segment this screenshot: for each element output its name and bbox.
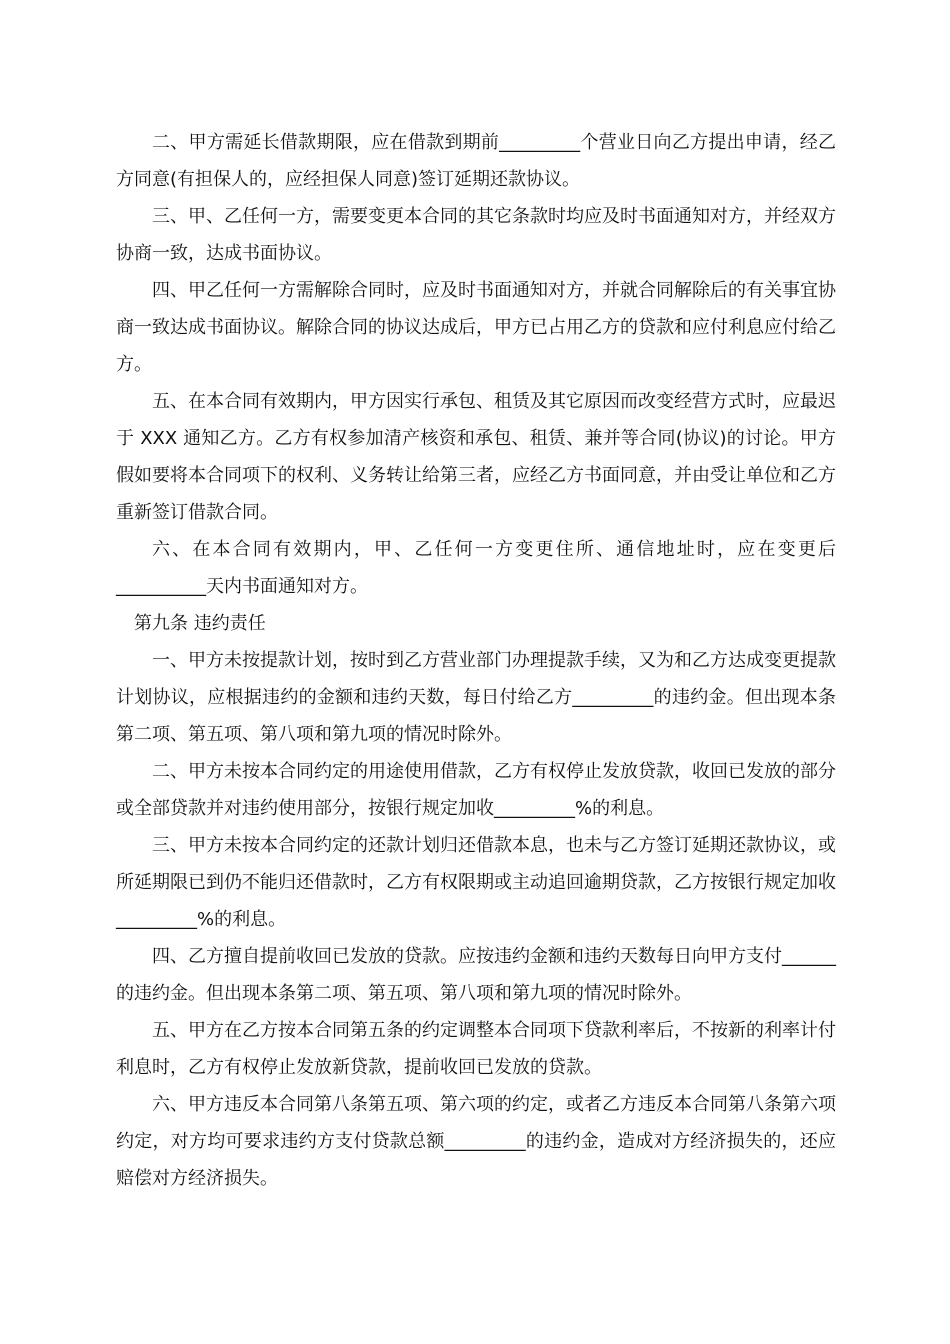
document-body — [116, 124, 836, 1197]
clause-paragraph: 二、甲方需延长借款期限，应在借款到期前_________个营业日向乙方提出申请，经乙方同意(有担保人的，应经担保人同意)签订延期还款协议。 — [116, 132, 836, 190]
section-heading: 第九条 违约责任 — [134, 613, 266, 634]
clause-paragraph: 三、甲方未按本合同约定的还款计划归还借款本息，也未与乙方签订延期还款协议，或所延期限已到仍不能归还借款时，乙方有权限期或主动追回逾期贷款，乙方按银行规定加收_________%的利息。 — [116, 835, 836, 930]
clause-paragraph: 五、在本合同有效期内，甲方因实行承包、租赁及其它原因而改变经营方式时，应最迟于 XXX 通知乙方。乙方有权参加清产核资和承包、租赁、兼并等合同(协议)的讨论。甲方假如要将本合同项下的权利、义务转让给第三者，应经乙方书面同意，并由受让单位和乙方重新签订借款合同。 — [116, 391, 836, 523]
clause-paragraph: 一、甲方未按提款计划，按时到乙方营业部门办理提款手续，又为和乙方达成变更提款计划协议，应根据违约的金额和违约天数，每日付给乙方_________的违约金。但出现本条第二项、第五项、第八项和第九项的情况时除外。 — [116, 650, 836, 745]
clause-paragraph: 六、在本合同有效期内，甲、乙任何一方变更住所、通信地址时，应在变更后__________天内书面通知对方。 — [116, 539, 836, 597]
clause-paragraph: 六、甲方违反本合同第八条第五项、第六项的约定，或者乙方违反本合同第八条第六项约定，对方均可要求违约方支付贷款总额_________的违约金，造成对方经济损失的，还应赔偿对方经济损失。 — [116, 1094, 836, 1189]
clause-paragraph: 四、甲乙任何一方需解除合同时，应及时书面通知对方，并就合同解除后的有关事宜协商一致达成书面协议。解除合同的协议达成后，甲方已占用乙方的贷款和应付利息应付给乙方。 — [116, 280, 836, 375]
clause-paragraph: 二、甲方未按本合同约定的用途使用借款，乙方有权停止发放贷款，收回已发放的部分或全部贷款并对违约使用部分，按银行规定加收_________%的利息。 — [116, 761, 836, 819]
clause-paragraph: 三、甲、乙任何一方，需要变更本合同的其它条款时均应及时书面通知对方，并经双方协商一致，达成书面协议。 — [116, 206, 836, 264]
clause-paragraph: 四、乙方擅自提前收回已发放的贷款。应按违约金额和违约天数每日向甲方支付______的违约金。但出现本条第二项、第五项、第八项和第九项的情况时除外。 — [116, 946, 836, 1004]
clause-paragraph: 五、甲方在乙方按本合同第五条的约定调整本合同项下贷款利率后，不按新的利率计付利息时，乙方有权停止发放新贷款，提前收回已发放的贷款。 — [116, 1020, 836, 1078]
